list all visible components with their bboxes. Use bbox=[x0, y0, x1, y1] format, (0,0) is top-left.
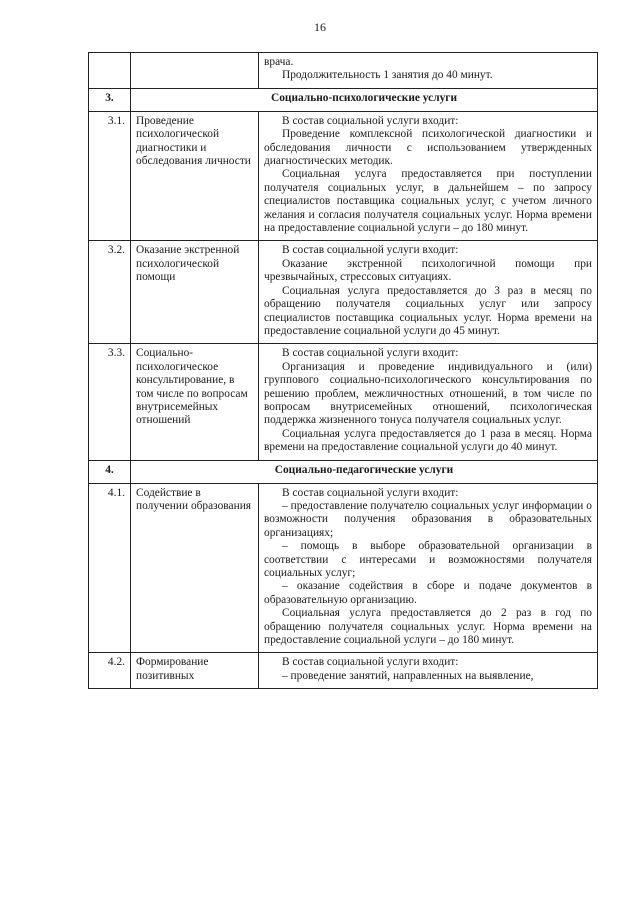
table-row-3-1 bbox=[89, 111, 598, 241]
service-name bbox=[131, 53, 259, 89]
service-name: Содействие в получении образования bbox=[131, 483, 259, 653]
table-row-4-1 bbox=[89, 483, 598, 653]
services-table bbox=[88, 52, 598, 689]
service-name: Проведение психологической диагностики и обследования личности bbox=[131, 111, 259, 241]
service-description: врача. Продолжительность 1 занятия до 40 минут. bbox=[259, 53, 598, 89]
section-header-4 bbox=[89, 460, 598, 483]
section-number: 4. bbox=[89, 460, 131, 483]
row-number: 3.3. bbox=[89, 344, 131, 460]
service-description: В состав социальной услуги входит: – предоставление получателю социальных услуг информации о возможности получения образования в образовательных организациях; – помощь в выборе образовательной организации в соответствии с интересами и возможностями получателя социальных услуг; – оказание содействия в сборе и подаче документов в образовательную организацию. Социальная услуга предоставляется до 2 раз в год по обращению получателя социальных услуг. Норма времени на предоставление социальной услуги – до 180 минут. bbox=[259, 483, 598, 653]
service-name: Оказание экстренной психологической помощи bbox=[131, 241, 259, 344]
service-description: В состав социальной услуги входит: – проведение занятий, направленных на выявление, bbox=[259, 653, 598, 689]
service-description: В состав социальной услуги входит: Проведение комплексной психологической диагностики и обследования личности с использованием утвержденных диагностических методик. Социальная услуга предоставляется при поступлении получателя социальных услуг, в дальнейшем – по запросу специалистов поставщика социальных услуг, с учетом личного желания и согласия получателя социальных услуг. Норма времени на предоставление социальной услуги – до 180 минут. bbox=[259, 111, 598, 241]
section-number: 3. bbox=[89, 88, 131, 111]
service-name: Социально-психологическое консультирование, в том числе по вопросам внутрисемейных отношений bbox=[131, 344, 259, 460]
row-number: 4.2. bbox=[89, 653, 131, 689]
row-number: 3.2. bbox=[89, 241, 131, 344]
section-header-3 bbox=[89, 88, 598, 111]
section-title: Социально-педагогические услуги bbox=[131, 460, 598, 483]
table-row-3-2 bbox=[89, 241, 598, 344]
row-number: 4.1. bbox=[89, 483, 131, 653]
service-description: В состав социальной услуги входит: Оказание экстренной психологичной помощи при чрезвычайных, стрессовых ситуациях. Социальная услуга предоставляется до 3 раз в месяц по обращению получателя социальных услуг или запросу специалистов поставщика социальных услуг. Норма времени на предоставление социальной услуги до 45 минут. bbox=[259, 241, 598, 344]
section-title: Социально-психологические услуги bbox=[131, 88, 598, 111]
table-row-3-3 bbox=[89, 344, 598, 460]
table-row-continuation bbox=[89, 53, 598, 89]
table-row-4-2 bbox=[89, 653, 598, 689]
service-description: В состав социальной услуги входит: Организация и проведение индивидуального и (или) группового социально-психологического консультирования по решению проблем, межличностных отношений, в том числе по вопросам внутрисемейных отношений, психологическая поддержка жизненного тонуса получателя социальных услуг. Социальная услуга предоставляется до 1 раза в месяц. Норма времени на предоставление социальной услуги до 40 минут. bbox=[259, 344, 598, 460]
row-number bbox=[89, 53, 131, 89]
page-number: 16 bbox=[314, 20, 326, 34]
row-number: 3.1. bbox=[89, 111, 131, 241]
service-name: Формирование позитивных bbox=[131, 653, 259, 689]
